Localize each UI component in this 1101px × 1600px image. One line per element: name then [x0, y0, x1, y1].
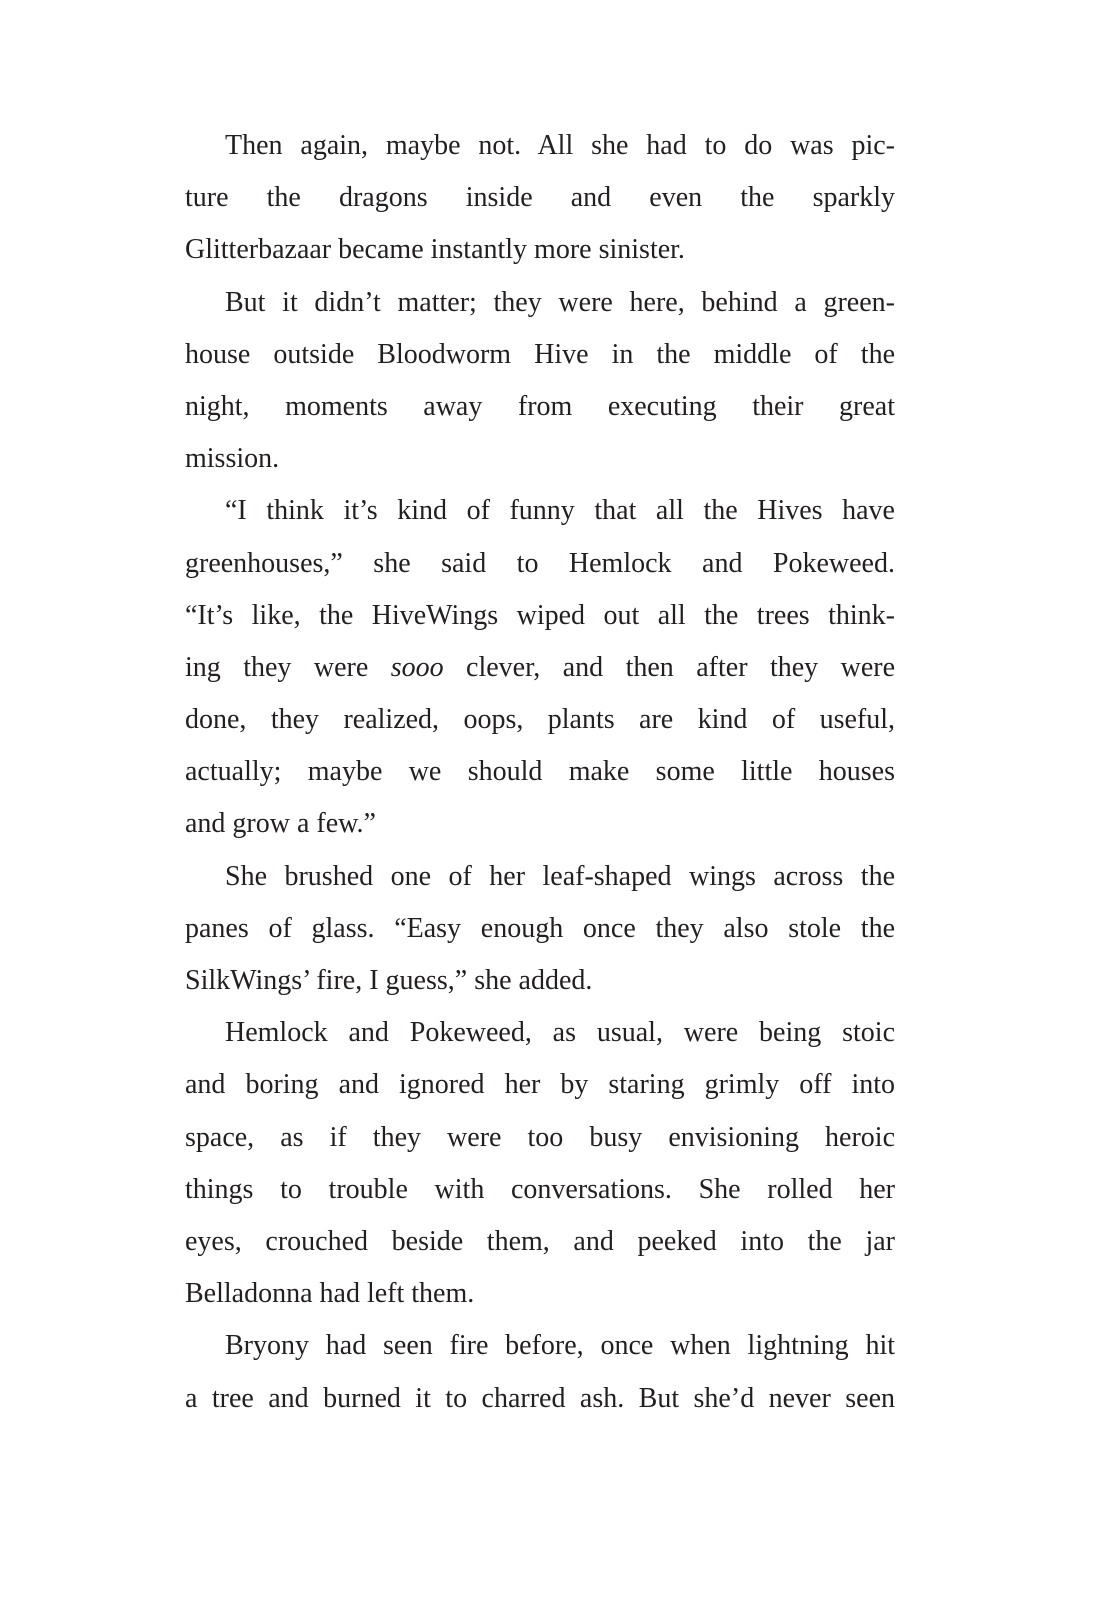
text-line: mission. — [185, 443, 280, 475]
text-line: night, moments away from executing their great — [185, 390, 895, 422]
text-line: Glitterbazaar became instantly more sinister. — [185, 234, 685, 266]
text-line: “I think it’s kind of funny that all the Hives have — [225, 495, 895, 527]
text-line: eyes, crouched beside them, and peeked into the jar — [185, 1225, 895, 1257]
text-line: Hemlock and Pokeweed, as usual, were being stoic — [225, 1017, 895, 1049]
emphasis-word: sooo — [390, 651, 444, 683]
text-line: “It’s like, the HiveWings wiped out all the trees think- — [185, 599, 895, 631]
text-line: a tree and burned it to charred ash. But she’d never seen — [185, 1382, 895, 1414]
text-line: things to trouble with conversations. She rolled her — [185, 1173, 895, 1205]
text-line: She brushed one of her leaf-shaped wings across the — [225, 860, 895, 892]
text-line: and boring and ignored her by staring grimly off into — [185, 1069, 895, 1101]
text-line: greenhouses,” she said to Hemlock and Pokeweed. — [185, 547, 895, 579]
text-line: panes of glass. “Easy enough once they also stole the — [185, 912, 895, 944]
text-line: ing they were sooo clever, and then after they were — [185, 651, 895, 683]
text-line: Belladonna had left them. — [185, 1278, 475, 1310]
text-line: actually; maybe we should make some little houses — [185, 756, 895, 788]
text-line: Bryony had seen fire before, once when lightning hit — [225, 1330, 895, 1362]
text-line: Then again, maybe not. All she had to do was pic- — [225, 130, 895, 161]
text-line: house outside Bloodworm Hive in the middle of the — [185, 338, 895, 370]
text-line: space, as if they were too busy envisioning heroic — [185, 1121, 895, 1153]
text-line: ture the dragons inside and even the sparkly — [185, 182, 895, 214]
body-text — [185, 120, 895, 1425]
text-line: SilkWings’ fire, I guess,” she added. — [185, 965, 593, 996]
text-line: done, they realized, oops, plants are kind of useful, — [185, 704, 895, 736]
text-line: But it didn’t matter; they were here, behind a green- — [225, 286, 895, 318]
text-line: and grow a few.” — [185, 808, 376, 840]
